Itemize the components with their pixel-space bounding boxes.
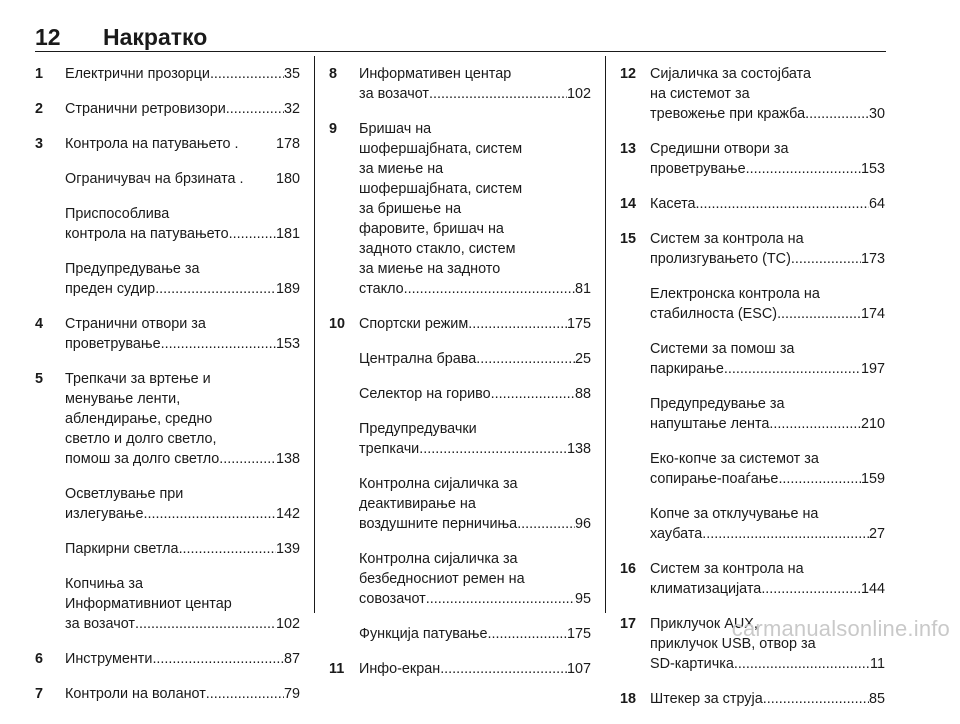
page-ref: 142: [275, 506, 300, 522]
dot-leader: [161, 334, 276, 354]
entry-last-line: [359, 514, 591, 534]
page-number: 12: [35, 24, 61, 50]
entry-text: Ограничувач на брзината .: [65, 171, 244, 187]
index-entry: [620, 449, 885, 489]
page-ref: 35: [283, 66, 300, 82]
index-entry: [329, 474, 591, 534]
page-ref: 11: [870, 656, 885, 672]
index-entry: [620, 194, 885, 214]
dot-leader: [152, 649, 284, 669]
entry-text: Информативниот центар: [65, 596, 232, 612]
entry-text: Систем за контрола на: [650, 561, 804, 577]
item-number: 5: [35, 371, 44, 387]
entry-text: хаубата: [650, 526, 703, 542]
dot-leader: [206, 684, 284, 704]
entry-text: Контроли на воланот: [65, 686, 206, 702]
index-entry: [35, 314, 300, 354]
page-ref: 139: [275, 541, 300, 557]
dot-leader: [135, 614, 276, 634]
index-entry: [620, 339, 885, 379]
entry-last-line: [359, 659, 591, 679]
dot-leader: [426, 589, 575, 609]
entry-last-line: [359, 314, 591, 334]
entry-text: проветрување: [650, 161, 746, 177]
page-ref: 27: [868, 526, 885, 542]
index-entry: [620, 394, 885, 434]
page-ref: 79: [283, 686, 300, 702]
column-divider-1: [314, 56, 315, 613]
header-rule: [35, 51, 886, 52]
entry-text: климатизацијата: [650, 581, 762, 597]
entry-text: трепкачи: [359, 441, 420, 457]
page-ref: 138: [566, 441, 591, 457]
entry-text: Функција патување: [359, 626, 488, 642]
dot-leader: [487, 624, 567, 644]
entry-last-line: [650, 469, 885, 489]
index-entry: [620, 284, 885, 324]
entry-text: Систем за контрола на: [650, 231, 804, 247]
item-number: 10: [329, 316, 346, 332]
page-ref: 138: [275, 451, 300, 467]
dot-leader: [763, 689, 869, 709]
page-ref: 88: [574, 386, 591, 402]
entry-last-line: [359, 439, 591, 459]
item-number: 13: [620, 141, 637, 157]
entry-text: помош за долго светло: [65, 451, 220, 467]
watermark: carmanualsonline.info: [731, 616, 950, 641]
entry-text: за возачот: [65, 616, 135, 632]
index-entry: [35, 539, 300, 559]
entry-last-line: [65, 279, 300, 299]
entry-text: Касета: [650, 196, 696, 212]
entry-text: Контролна сијаличка за: [359, 551, 518, 567]
dot-leader: [404, 279, 575, 299]
entry-text: за миење на задното: [359, 261, 501, 277]
index-entry: [35, 684, 300, 704]
entry-text: Паркирни светла: [65, 541, 179, 557]
entry-text: паркирање: [650, 361, 724, 377]
entry-text: проветрување: [65, 336, 161, 352]
entry-last-line: [359, 384, 591, 404]
index-entry: [35, 649, 300, 669]
entry-last-line: [650, 414, 885, 434]
entry-text: светло и долго светло,: [65, 431, 217, 447]
page-ref: 178: [275, 136, 300, 152]
entry-last-line: [650, 359, 885, 379]
dot-leader: [734, 654, 870, 674]
dot-leader: [702, 524, 869, 544]
page-ref: 189: [275, 281, 300, 297]
entry-text: контрола на патувањето: [65, 226, 229, 242]
dot-leader: [746, 159, 861, 179]
entry-text: Странични ретровизори: [65, 101, 226, 117]
entry-text: совозачот: [359, 591, 426, 607]
item-number: 3: [35, 136, 44, 152]
page-ref: 175: [566, 626, 591, 642]
index-entry: [35, 169, 300, 189]
entry-last-line: [65, 169, 300, 189]
entry-text: Предупредување за: [65, 261, 200, 277]
index-entry: [35, 574, 300, 634]
entry-last-line: [359, 624, 591, 644]
entry-last-line: [65, 539, 300, 559]
entry-last-line: [650, 689, 885, 709]
item-number: 7: [35, 686, 44, 702]
entry-last-line: [359, 279, 591, 299]
dot-leader: [761, 579, 861, 599]
index-entry: [620, 139, 885, 179]
entry-text: Еко-копче за системот за: [650, 451, 819, 467]
entry-text: безбедносниот ремен на: [359, 571, 525, 587]
entry-text: Централна брава: [359, 351, 477, 367]
entry-text: приклучок USB, отвор за: [650, 636, 816, 652]
entry-text: деактивирање на: [359, 496, 476, 512]
entry-text: пролизгувањето (TC): [650, 251, 791, 267]
item-number: 14: [620, 196, 637, 212]
dot-leader: [476, 349, 575, 369]
item-number: 11: [329, 661, 345, 677]
entry-text: преден судир: [65, 281, 156, 297]
entry-text: Средишни отвори за: [650, 141, 789, 157]
entry-text: воздушните перничиња: [359, 516, 518, 532]
entry-last-line: [65, 449, 300, 469]
entry-last-line: [650, 104, 885, 124]
page-ref: 174: [860, 306, 885, 322]
entry-last-line: [359, 589, 591, 609]
entry-last-line: [650, 194, 885, 214]
entry-text: Бришач на: [359, 121, 432, 137]
index-entry: [329, 119, 591, 299]
entry-last-line: [65, 649, 300, 669]
page-ref: 96: [574, 516, 591, 532]
index-entry: [35, 204, 300, 244]
entry-text: Електрични прозорци: [65, 66, 210, 82]
entry-text: за миење на: [359, 161, 444, 177]
index-column-2: [329, 64, 591, 694]
dot-leader: [491, 384, 575, 404]
dot-leader: [769, 414, 861, 434]
item-number: 18: [620, 691, 637, 707]
page-ref: 30: [868, 106, 885, 122]
entry-text: Информативен центар: [359, 66, 512, 82]
entry-text: Спортски режим: [359, 316, 469, 332]
entry-last-line: [65, 684, 300, 704]
page-ref: 81: [574, 281, 591, 297]
entry-text: Осветлување при: [65, 486, 184, 502]
item-number: 9: [329, 121, 338, 137]
entry-last-line: [65, 134, 300, 154]
entry-text: Електронска контрола на: [650, 286, 820, 302]
dot-leader: [429, 84, 567, 104]
index-entry: [35, 484, 300, 524]
page-ref: 181: [275, 226, 300, 242]
dot-leader: [791, 249, 861, 269]
entry-last-line: [650, 579, 885, 599]
entry-text: шофершајбната, систем: [359, 181, 523, 197]
entry-text: Сијаличка за состојбата: [650, 66, 811, 82]
dot-leader: [468, 314, 567, 334]
index-column-1: [35, 64, 300, 719]
entry-text: Копче за отклучување на: [650, 506, 819, 522]
entry-text: Копчиња за: [65, 576, 144, 592]
entry-text: аблендирање, средно: [65, 411, 213, 427]
index-entry: [620, 504, 885, 544]
entry-last-line: [650, 159, 885, 179]
entry-text: на системот за: [650, 86, 750, 102]
page-ref: 153: [860, 161, 885, 177]
page-ref: 95: [574, 591, 591, 607]
page-ref: 32: [283, 101, 300, 117]
entry-last-line: [650, 304, 885, 324]
page-ref: 102: [275, 616, 300, 632]
dot-leader: [724, 359, 861, 379]
entry-last-line: [65, 614, 300, 634]
leader-space: [239, 134, 276, 154]
entry-text: Штекер за струја: [650, 691, 763, 707]
dot-leader: [155, 279, 276, 299]
entry-text: Предупредувачки: [359, 421, 477, 437]
index-entry: [620, 559, 885, 599]
entry-text: Приспособлива: [65, 206, 170, 222]
entry-last-line: [650, 249, 885, 269]
index-entry: [620, 689, 885, 709]
dot-leader: [229, 224, 276, 244]
item-number: 1: [35, 66, 44, 82]
entry-last-line: [650, 524, 885, 544]
dot-leader: [219, 449, 276, 469]
item-number: 17: [620, 616, 637, 632]
index-entry: [329, 659, 591, 679]
item-number: 2: [35, 101, 44, 117]
entry-text: задното стакло, систем: [359, 241, 516, 257]
page-header: [35, 22, 886, 52]
entry-text: фаровите, бришач на: [359, 221, 504, 237]
item-number: 8: [329, 66, 338, 82]
dot-leader: [210, 64, 284, 84]
page-ref: 144: [860, 581, 885, 597]
entry-text: Контролна сијаличка за: [359, 476, 518, 492]
dot-leader: [419, 439, 567, 459]
entry-text: SD-картичка: [650, 656, 734, 672]
entry-last-line: [65, 99, 300, 119]
index-entry: [620, 229, 885, 269]
page-ref: 180: [275, 171, 300, 187]
leader-space: [244, 169, 276, 189]
index-entry: [35, 369, 300, 469]
item-number: 6: [35, 651, 44, 667]
index-entry: [35, 99, 300, 119]
entry-text: напуштање лента: [650, 416, 770, 432]
entry-text: Странични отвори за: [65, 316, 206, 332]
entry-text: Предупредување за: [650, 396, 785, 412]
entry-text: излегување: [65, 506, 144, 522]
item-number: 15: [620, 231, 637, 247]
index-entry: [35, 134, 300, 154]
entry-text: Контрола на патувањето .: [65, 136, 239, 152]
entry-text: за бришење на: [359, 201, 462, 217]
page-ref: 197: [860, 361, 885, 377]
page-ref: 210: [860, 416, 885, 432]
index-entry: [329, 384, 591, 404]
entry-text: тревожење при кражба: [650, 106, 806, 122]
dot-leader: [778, 469, 861, 489]
dot-leader: [805, 104, 869, 124]
page-ref: 153: [275, 336, 300, 352]
dot-leader: [777, 304, 861, 324]
column-divider-2: [605, 56, 606, 613]
entry-text: шофершајбната, систем: [359, 141, 523, 157]
index-entry: [329, 349, 591, 369]
index-entry: [329, 64, 591, 104]
page-ref: 107: [566, 661, 591, 677]
entry-last-line: [65, 334, 300, 354]
page-ref: 64: [868, 196, 885, 212]
entry-last-line: [65, 64, 300, 84]
index-entry: [620, 64, 885, 124]
entry-last-line: [650, 654, 885, 674]
page-title: Накратко: [103, 24, 208, 50]
item-number: 12: [620, 66, 637, 82]
index-entry: [329, 419, 591, 459]
dot-leader: [179, 539, 276, 559]
item-number: 4: [35, 316, 44, 332]
page-ref: 87: [283, 651, 300, 667]
index-entry: [329, 624, 591, 644]
index-entry: [35, 64, 300, 84]
entry-text: за возачот: [359, 86, 429, 102]
dot-leader: [144, 504, 276, 524]
entry-text: Селектор на гориво: [359, 386, 491, 402]
dot-leader: [440, 659, 567, 679]
entry-text: стабилноста (ESC): [650, 306, 778, 322]
page-ref: 159: [860, 471, 885, 487]
item-number: 16: [620, 561, 637, 577]
entry-text: Приклучок AUX,: [650, 616, 758, 632]
dot-leader: [696, 194, 869, 214]
page-ref: 175: [566, 316, 591, 332]
page-ref: 102: [566, 86, 591, 102]
dot-leader: [226, 99, 284, 119]
index-entry: [329, 549, 591, 609]
entry-text: Системи за помош за: [650, 341, 795, 357]
entry-text: сопирање-поаѓање: [650, 471, 779, 487]
entry-text: Трепкачи за вртење и: [65, 371, 211, 387]
page-ref: 25: [574, 351, 591, 367]
entry-text: менување ленти,: [65, 391, 181, 407]
entry-last-line: [359, 349, 591, 369]
entry-last-line: [65, 224, 300, 244]
entry-last-line: [359, 84, 591, 104]
entry-text: стакло: [359, 281, 404, 297]
entry-text: Инструменти: [65, 651, 153, 667]
entry-text: Инфо-екран: [359, 661, 441, 677]
page-ref: 85: [868, 691, 885, 707]
index-entry: [35, 259, 300, 299]
entry-last-line: [65, 504, 300, 524]
page-ref: 173: [860, 251, 885, 267]
index-entry: [329, 314, 591, 334]
dot-leader: [517, 514, 575, 534]
